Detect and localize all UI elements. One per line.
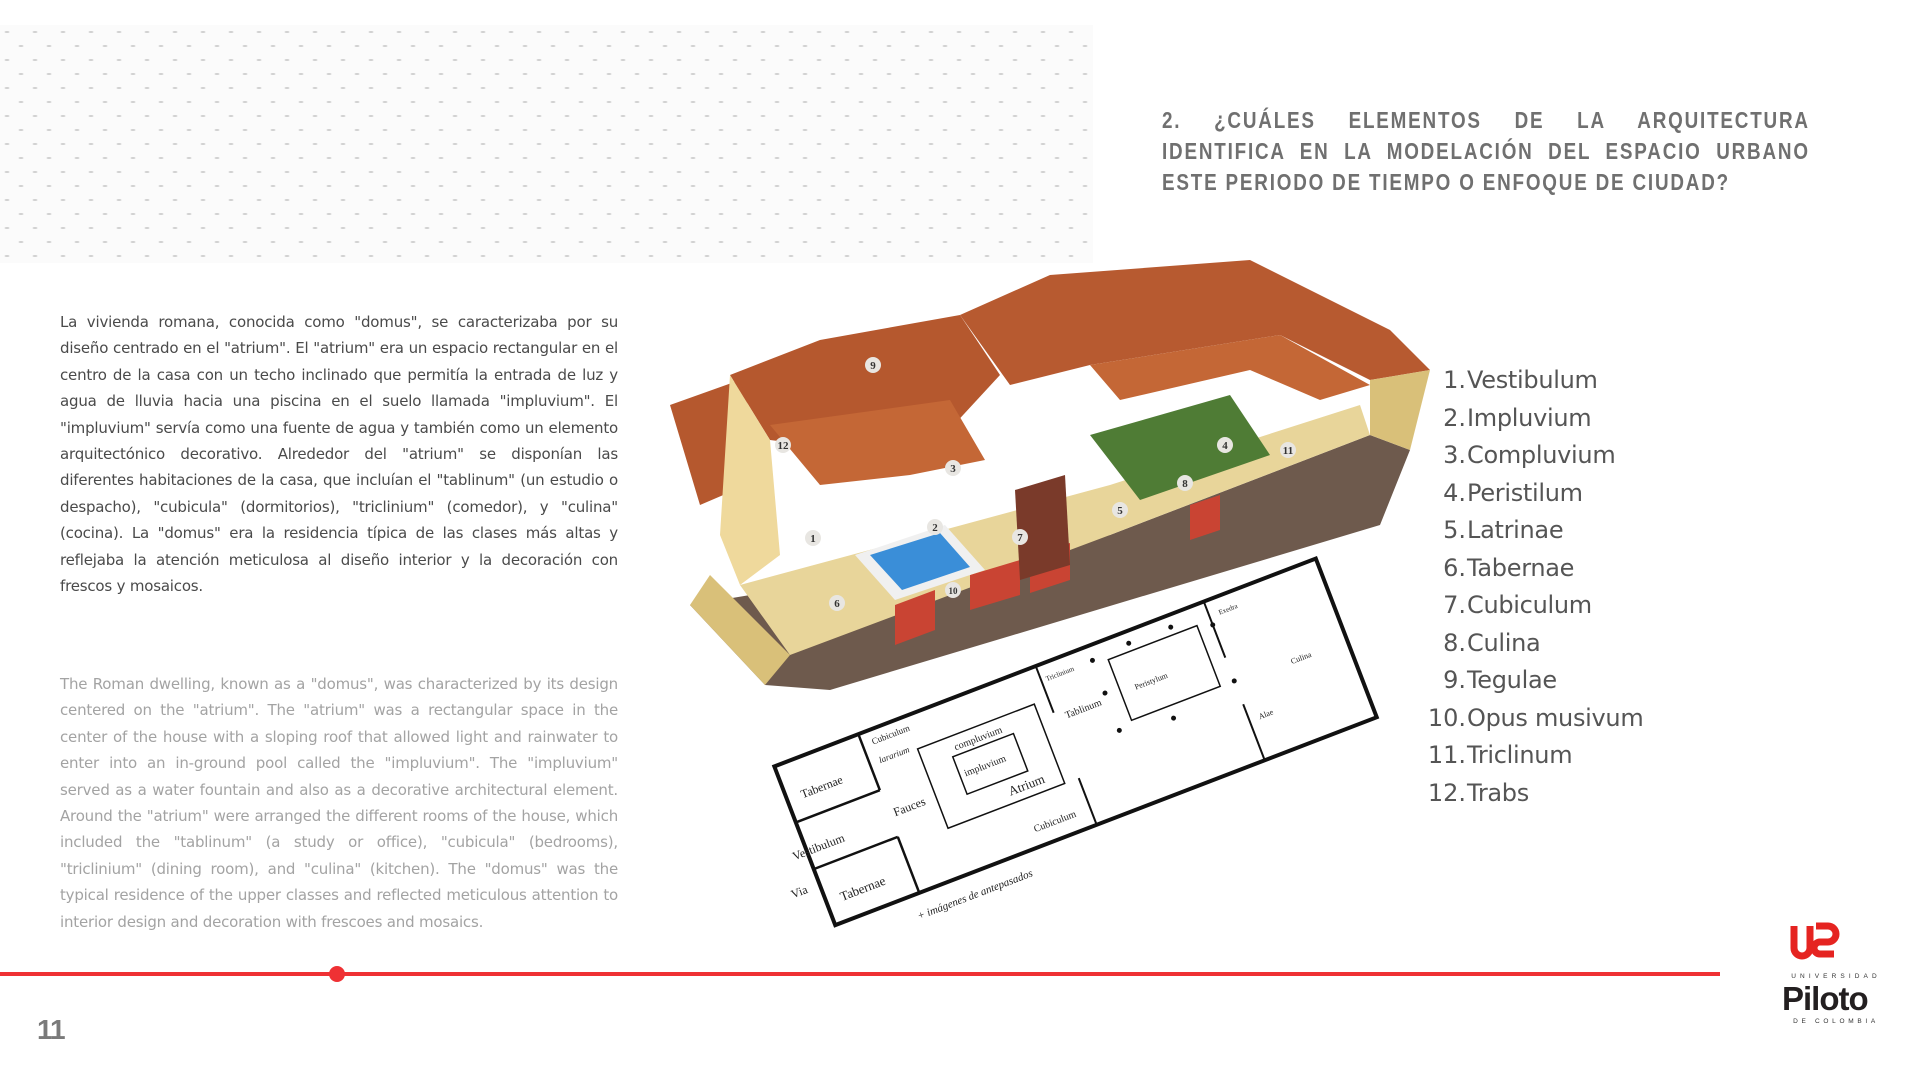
svg-text:+ imágenes de antepasados: + imágenes de antepasados <box>915 867 1035 923</box>
svg-text:9: 9 <box>870 360 876 372</box>
svg-text:Atrium: Atrium <box>1006 771 1047 799</box>
up-logo-mark-icon <box>1780 922 1890 970</box>
marker-9 <box>865 357 881 373</box>
spanish-paragraph: La vivienda romana, conocida como "domus", se caracterizaba por su diseño centrado en el "atrium". El "atrium" era un espacio rectangular en el centro de la casa con un techo inclinado que permitía la entrada de luz y agua de lluvia hacia una piscina en el suelo llamada "impluvium". El "impluvium" servía como una fuente de agua y también como un elemento arquitectónico decorativo. Alrededor del "atrium" se disponían las diferentes habitaciones de la casa, que incluían el "tablinum" (un estudio o despacho), "cubicula" (dormitorios), "triclinium" (comedor), y "culina" (cocina). La "domus" era la residencia típica de las clases más altas y reflejaba la atención meticulosa al diseño interior y la decoración con frescos y mosaicos. <box>60 313 618 596</box>
logo-name-text: Piloto <box>1782 980 1868 1017</box>
legend-item: 11. Triclinum <box>1427 741 1573 769</box>
marker-4 <box>1217 437 1233 453</box>
logo-university-text: UNIVERSIDAD <box>1791 973 1881 980</box>
marker-6 <box>829 595 845 611</box>
legend-item: 1. Vestibulum <box>1443 366 1598 394</box>
page-title: 2. ¿CUÁLES ELEMENTOS DE LA ARQUITECTURA IDENTIFICA EN LA MODELACIÓN DEL ESPACIO URBANO ESTE PERIODO DE TIEMPO O ENFOQUE DE CIUDAD? <box>1162 107 1810 195</box>
legend-item: 12. Trabs <box>1427 778 1529 807</box>
svg-text:Triclinium: Triclinium <box>1044 664 1076 683</box>
page-number: 11 <box>37 1014 65 1045</box>
footer-divider-line <box>0 972 1720 976</box>
marker-3 <box>945 460 961 476</box>
svg-text:Cubiculum: Cubiculum <box>1032 808 1078 836</box>
svg-text:lararium: lararium <box>877 744 911 766</box>
svg-text:Tabernae: Tabernae <box>798 772 845 802</box>
legend-item: 9. Tegulae <box>1443 666 1557 694</box>
dotted-background-pattern <box>0 25 1093 263</box>
svg-text:5: 5 <box>1117 505 1123 517</box>
svg-text:Exedra: Exedra <box>1217 602 1239 617</box>
svg-text:11: 11 <box>1282 445 1294 457</box>
legend-item: 7. Cubiculum <box>1443 591 1592 619</box>
footer-divider-dot <box>329 966 345 982</box>
svg-text:10: 10 <box>948 586 958 596</box>
svg-text:Culina: Culina <box>1289 649 1313 666</box>
svg-text:Tabernae: Tabernae <box>837 872 888 904</box>
marker-1 <box>805 530 821 546</box>
university-logo <box>1780 922 1890 1032</box>
roman-house-legend <box>1420 362 1643 812</box>
svg-text:Via: Via <box>788 882 810 902</box>
svg-text:7: 7 <box>1017 532 1023 544</box>
logo-subtitle-text: DE COLOMBIA <box>1793 1018 1879 1025</box>
marker-10 <box>945 582 961 598</box>
marker-7 <box>1012 529 1028 545</box>
legend-item: 10. Opus musivum <box>1427 703 1644 732</box>
svg-text:3: 3 <box>950 463 956 475</box>
legend-item: 6. Tabernae <box>1443 553 1575 582</box>
svg-text:Alae: Alae <box>1257 707 1275 722</box>
marker-5 <box>1112 502 1128 518</box>
svg-text:1: 1 <box>810 533 816 545</box>
marker-12 <box>775 437 791 453</box>
svg-text:Tablinum: Tablinum <box>1063 697 1104 722</box>
legend-item: 4. Peristilum <box>1443 478 1583 507</box>
marker-8 <box>1177 475 1193 491</box>
svg-text:Peristylum: Peristylum <box>1133 670 1169 692</box>
svg-text:4: 4 <box>1222 440 1228 452</box>
marker-2 <box>927 519 943 535</box>
legend-item: 2. Impluvium <box>1443 403 1592 432</box>
svg-text:compluvium: compluvium <box>952 724 1004 754</box>
svg-text:impluvium: impluvium <box>962 753 1008 780</box>
legend-item: 5. Latrinae <box>1443 516 1564 544</box>
svg-text:6: 6 <box>834 598 840 610</box>
legend-item: 8. Culina <box>1443 628 1541 657</box>
domus-floor-plan <box>755 602 1395 950</box>
legend-item: 3. Compluvium <box>1443 441 1616 469</box>
english-paragraph: The Roman dwelling, known as a "domus", was characterized by its design centered on the "atrium". The "atrium" was a rectangular space in the center of the house with a sloping roof that allowed light and rainwater to enter into an in-ground pool called the "impluvium". The "impluvium" served as a water fountain and also as a decorative architectural element. Around the "atrium" were arranged the different rooms of the house, which included the "tablinum" (a study or office), "cubicula" (bedrooms), "triclinium" (dining room), and "culina" (kitchen). The "domus" was the typical residence of the upper classes and reflected meticulous attention to interior design and decoration with frescoes and mosaics. <box>60 675 618 931</box>
svg-text:Cubiculum: Cubiculum <box>870 722 912 747</box>
svg-text:Fauces: Fauces <box>891 794 928 820</box>
svg-text:12: 12 <box>777 440 789 452</box>
svg-text:8: 8 <box>1182 478 1188 490</box>
svg-text:Vestibulum: Vestibulum <box>790 830 847 864</box>
marker-11 <box>1280 442 1296 458</box>
svg-text:2: 2 <box>932 522 938 534</box>
